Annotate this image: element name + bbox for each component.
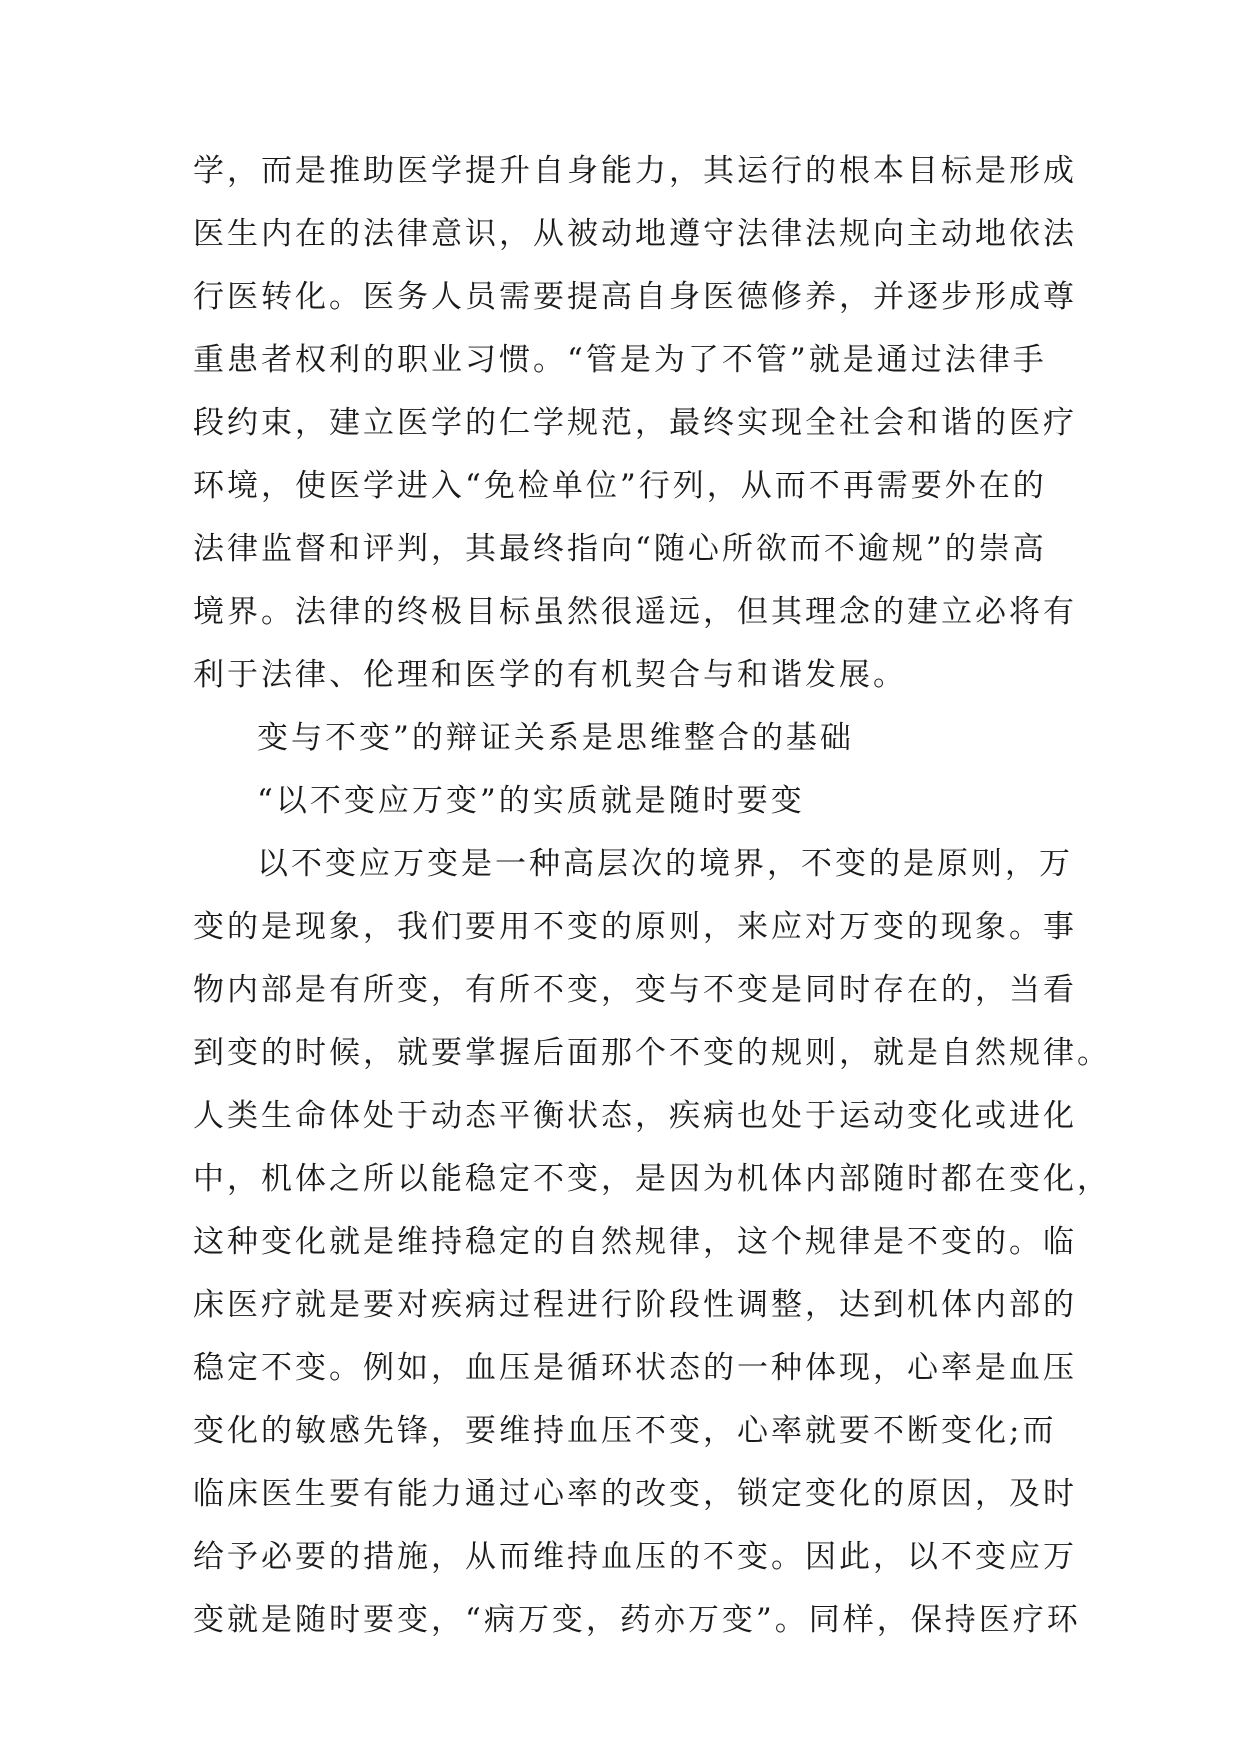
text-line-15: 到变的时候，就要掌握后面那个不变的规则，就是自然规律。 (193, 1035, 1111, 1071)
text-line-14: 物内部是有所变，有所不变，变与不变是同时存在的，当看 (193, 972, 1077, 1008)
section-heading: 变与不变”的辩证关系是思维整合的基础 (257, 720, 854, 756)
text-line-22: 临床医生要有能力通过心率的改变，锁定变化的原因，及时 (193, 1476, 1077, 1512)
text-line-4: 重患者权利的职业习惯。“管是为了不管”就是通过法律手 (193, 342, 1047, 378)
text-line-12: 以不变应万变是一种高层次的境界，不变的是原则，万 (257, 846, 1073, 882)
text-line-6: 环境，使医学进入“免检单位”行列，从而不再需要外在的 (193, 468, 1047, 504)
text-line-1: 学，而是推助医学提升自身能力，其运行的根本目标是形成 (193, 153, 1077, 189)
text-line-19: 床医疗就是要对疾病过程进行阶段性调整，达到机体内部的 (193, 1287, 1077, 1323)
text-line-5: 段约束，建立医学的仁学规范，最终实现全社会和谐的医疗 (193, 405, 1077, 441)
text-line-21: 变化的敏感先锋，要维持血压不变，心率就要不断变化;而 (193, 1413, 1057, 1449)
text-line-13: 变的是现象，我们要用不变的原则，来应对万变的现象。事 (193, 909, 1077, 945)
text-line-16: 人类生命体处于动态平衡状态，疾病也处于运动变化或进化 (193, 1098, 1077, 1134)
text-line-17: 中，机体之所以能稳定不变，是因为机体内部随时都在变化， (193, 1161, 1111, 1197)
subsection-heading: “以不变应万变”的实质就是随时要变 (257, 783, 805, 819)
text-line-18: 这种变化就是维持稳定的自然规律，这个规律是不变的。临 (193, 1224, 1077, 1260)
text-line-3: 行医转化。医务人员需要提高自身医德修养，并逐步形成尊 (193, 279, 1077, 315)
text-line-9: 利于法律、伦理和医学的有机契合与和谐发展。 (193, 657, 907, 693)
body-text (193, 140, 1111, 1652)
text-line-23: 给予必要的措施，从而维持血压的不变。因此，以不变应万 (193, 1539, 1077, 1575)
text-line-7: 法律监督和评判，其最终指向“随心所欲而不逾规”的崇高 (193, 531, 1047, 567)
text-line-20: 稳定不变。例如，血压是循环状态的一种体现，心率是血压 (193, 1350, 1077, 1386)
text-line-24: 变就是随时要变，“病万变，药亦万变”。同样，保持医疗环 (193, 1602, 1081, 1638)
text-line-2: 医生内在的法律意识，从被动地遵守法律法规向主动地依法 (193, 216, 1077, 252)
text-line-8: 境界。法律的终极目标虽然很遥远，但其理念的建立必将有 (193, 594, 1077, 630)
